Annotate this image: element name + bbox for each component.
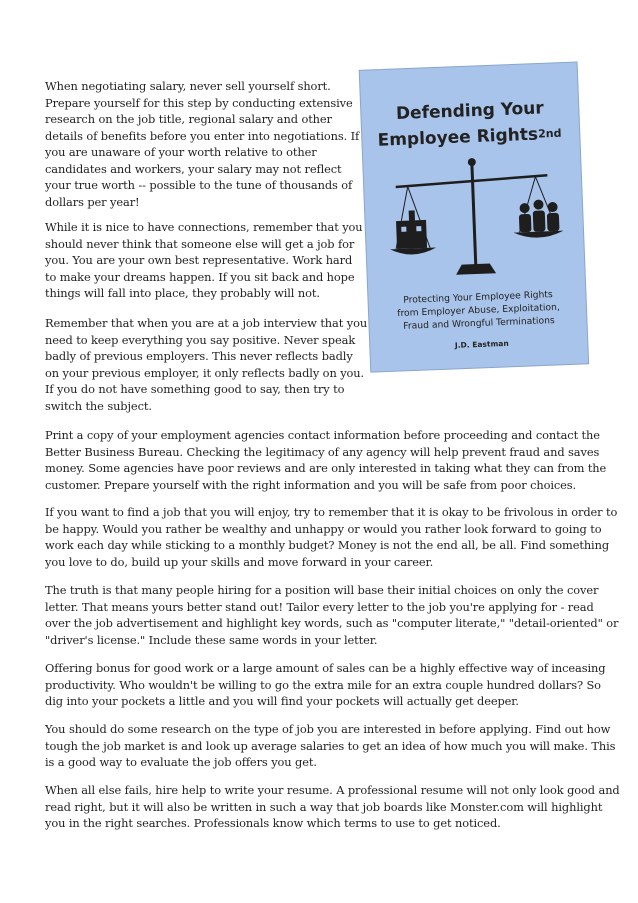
- text-line: You should do some research on the type of job you are interested in before applying. Find out how: [45, 722, 611, 736]
- paragraph-research: [45, 721, 616, 771]
- text-line: dollars per year!: [45, 194, 140, 209]
- text-line: work each day while sticking to a monthly budget? Money is not the end all, be all. Find something: [45, 538, 610, 552]
- text-line: is a good way to evaluate the job offers you get.: [45, 755, 317, 769]
- book-cover-image: [357, 58, 595, 380]
- text-line: you. You are your own best representative. Work hard: [45, 253, 353, 267]
- text-line: dig into your pockets a little and you will find your pockets will actually get deeper.: [45, 694, 519, 708]
- book-subtitle-line1: Protecting Your Employee Rights: [403, 289, 553, 306]
- text-line: If you do not have something good to say, then try to: [45, 382, 345, 396]
- text-line: you are unaware of your worth relative to other: [45, 145, 317, 159]
- text-line: When all else fails, hire help to write your resume. A professional resume will not only look good and: [45, 783, 620, 797]
- book-edition: 2nd: [537, 126, 562, 141]
- text-line: The truth is that many people hiring for a position will base their initial choices on only the cover: [45, 583, 599, 597]
- text-line: to make your dreams happen. If you sit back and hope: [45, 269, 355, 284]
- text-line: When negotiating salary, never sell yourself short.: [45, 79, 331, 93]
- paragraph-salary: [45, 78, 360, 210]
- text-line: need to keep everything you say positive. Never speak: [45, 332, 356, 347]
- paragraph-connections: [45, 219, 363, 302]
- text-line: "driver's license." Include these same words in your letter.: [45, 632, 378, 647]
- book-cover-svg: [357, 58, 595, 380]
- text-line: be happy. Would you rather be wealthy and unhappy or would you rather look forward to going to: [45, 521, 602, 536]
- text-line: research on the job title, regional salary and other: [45, 112, 332, 126]
- text-line: money. Some agencies have poor reviews and are only interested in taking what they can from the: [45, 461, 607, 475]
- text-line: over the job advertisement and highlight key words, such as "computer literate," "detail-oriented" or: [45, 616, 619, 630]
- text-line: If you want to find a job that you will enjoy, try to remember that it is okay to be frivolous in order to: [45, 505, 618, 519]
- text-line: switch the subject.: [45, 398, 152, 413]
- book-author: J.D. Eastman: [454, 338, 509, 350]
- text-line: you in the right searches. Professionals know which terms to use to get noticed.: [45, 816, 501, 830]
- paragraph-agencies: [45, 427, 605, 493]
- text-line: While it is nice to have connections, remember that you: [45, 220, 363, 234]
- text-line: badly of previous employers. This never reflects badly: [45, 349, 353, 363]
- text-line: Prepare yourself for this step by conducting extensive: [45, 95, 353, 110]
- book-subtitle-line3: Fraud and Wrongful Terminations: [403, 315, 555, 332]
- text-line: details of benefits before you enter into negotiations. If: [45, 128, 360, 143]
- text-line: customer. Prepare yourself with the right information and you will be safe from poor choices.: [45, 477, 577, 492]
- text-line: Remember that when you are at a job interview that you: [45, 316, 368, 330]
- paragraph-resume: [45, 782, 620, 832]
- paragraph-bonus: [45, 660, 605, 710]
- paragraph-cover-letter: [45, 582, 619, 648]
- text-line: Print a copy of your employment agencies contact information before proceeding and contact the: [45, 428, 600, 442]
- book-title-line2: Employee Rights: [377, 124, 539, 151]
- text-line: Better Business Bureau. Checking the legitimacy of any agency will help prevent fraud and saves: [45, 444, 600, 459]
- book-subtitle-line2: from Employer Abuse, Exploitation,: [397, 301, 560, 320]
- text-line: Offering bonus for good work or a large amount of sales can be a highly effective way of inceasing: [45, 661, 606, 675]
- text-line: read right, but it will also be written in such a way that job boards like Monster.com will highlight: [45, 799, 603, 814]
- paragraph-enjoy: [45, 504, 618, 570]
- text-line: letter. That means yours better stand out! Tailor every letter to the job you're applying for - read: [45, 599, 594, 614]
- text-line: candidates and workers, your salary may not reflect: [45, 161, 342, 176]
- text-line: your true worth -- possible to the tune of thousands of: [45, 178, 353, 192]
- text-line: tough the job market is and look up average salaries to get an idea of how much you will make. This: [45, 738, 616, 753]
- text-line: should never think that someone else will get a job for: [45, 236, 355, 251]
- paragraph-interview: [45, 315, 368, 414]
- text-line: you love to do, build up your skills and move forward in your career.: [45, 554, 434, 569]
- book-title-line1: Defending Your: [395, 98, 545, 124]
- text-line: productivity. Who wouldn't be willing to go the extra mile for an extra couple hundred dollars? So: [45, 677, 601, 692]
- text-line: things will fall into place, they probably will not.: [45, 286, 320, 300]
- text-line: on your previous employer, it only reflects badly on you.: [45, 365, 365, 380]
